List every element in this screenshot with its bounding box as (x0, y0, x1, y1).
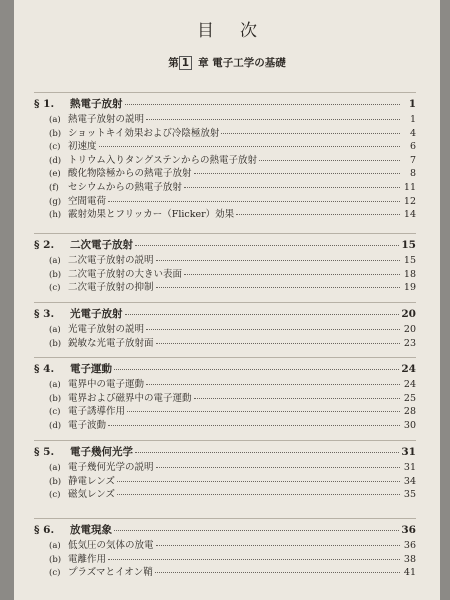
dot-leader (156, 260, 400, 261)
table-of-contents (14, 0, 440, 600)
item-title: 霰射効果とフリッカー（Flicker）効果 (68, 209, 235, 221)
item-mark: (b) (49, 476, 62, 487)
toc-item-row (49, 111, 416, 125)
toc-item-row (49, 266, 416, 280)
item-mark: (g) (49, 196, 62, 207)
item-title: 静電レンズ (68, 475, 115, 487)
item-title: 電離作用 (68, 553, 107, 565)
item-page-number: 1 (409, 114, 416, 125)
item-page-number: 15 (403, 255, 416, 266)
item-page-number: 25 (403, 392, 416, 404)
item-page-number: 7 (409, 154, 416, 166)
toc-item-row (49, 193, 416, 207)
section-mark: § 4. (34, 363, 55, 375)
dot-leader (108, 201, 400, 202)
item-title: 空間電荷 (68, 195, 107, 207)
dot-leader (156, 287, 400, 288)
dot-leader (146, 384, 400, 385)
item-page-number: 4 (409, 127, 416, 139)
section-mark: § 3. (34, 308, 55, 320)
toc-item-row (49, 125, 416, 139)
item-page-number: 20 (403, 324, 416, 335)
section-page-number: 31 (401, 446, 416, 458)
item-mark: (d) (49, 155, 62, 166)
section-title: 電子運動 (70, 363, 112, 375)
toc-item-row (49, 279, 416, 293)
section-mark: § 5. (34, 446, 55, 458)
item-mark: (b) (49, 128, 62, 139)
section-divider (34, 302, 416, 303)
section-title: 放電現象 (70, 524, 112, 536)
toc-item-row (49, 390, 416, 404)
item-mark: (d) (49, 420, 62, 431)
dot-leader (117, 494, 400, 495)
item-mark: (c) (49, 283, 61, 294)
item-title: 磁気レンズ (68, 489, 115, 501)
dot-leader (135, 452, 399, 453)
item-page-number: 11 (403, 182, 416, 193)
chapter-title: 電子工学の基礎 (212, 57, 286, 69)
item-title: 二次電子放射の説明 (68, 255, 154, 266)
item-page-number: 31 (403, 462, 416, 473)
dot-leader (156, 545, 400, 546)
item-mark: (a) (49, 325, 61, 335)
item-mark: (c) (49, 568, 61, 579)
item-title: 電子波動 (68, 419, 107, 431)
toc-item-row (49, 321, 416, 335)
section-divider (34, 233, 416, 234)
toc-section-row (34, 444, 416, 459)
item-title: 二次電子放射の大きい表面 (68, 268, 183, 280)
dot-leader (117, 481, 400, 482)
toc-item-row (49, 473, 416, 487)
toc-item-row (49, 152, 416, 166)
section-page-number: 1 (408, 98, 416, 110)
dot-leader (99, 146, 400, 147)
item-title: 電界および磁界中の電子運動 (68, 392, 192, 404)
item-page-number: 23 (403, 337, 416, 349)
item-mark: (b) (49, 393, 62, 404)
item-page-number: 34 (403, 475, 416, 487)
item-title: セシウムからの熱電子放射 (68, 182, 182, 193)
item-title: 初速度 (68, 141, 97, 153)
dot-leader (184, 187, 400, 188)
dot-leader (114, 369, 399, 370)
item-mark: (c) (49, 407, 61, 418)
item-page-number: 35 (403, 489, 416, 501)
dot-leader (146, 329, 400, 330)
section-page-number: 24 (401, 363, 416, 375)
dot-leader (125, 104, 401, 105)
dot-leader (146, 119, 400, 120)
item-page-number: 28 (403, 406, 416, 418)
dot-leader (114, 530, 399, 531)
chapter-number: 1 (179, 56, 192, 70)
item-page-number: 41 (403, 567, 416, 579)
item-title: 酸化物陰極からの熱電子放射 (68, 168, 192, 180)
toc-section-row (34, 361, 416, 376)
item-title: 電子幾何光学の説明 (68, 462, 154, 473)
item-mark: (h) (49, 210, 62, 221)
item-page-number: 18 (403, 268, 416, 280)
toc-item-row (49, 179, 416, 193)
dot-leader (156, 467, 400, 468)
item-mark: (a) (49, 380, 61, 390)
toc-item-row (49, 537, 416, 551)
book-page (14, 0, 440, 600)
item-page-number: 30 (403, 419, 416, 431)
dot-leader (156, 343, 400, 344)
toc-item-row (49, 551, 416, 565)
item-mark: (b) (49, 554, 62, 565)
toc-item-row (49, 486, 416, 500)
item-mark: (a) (49, 463, 61, 473)
item-title: トリウム入りタングステンからの熱電子放射 (68, 154, 257, 166)
item-title: 熱電子放射の説明 (68, 114, 145, 125)
dot-leader (125, 314, 400, 315)
toc-section-row (34, 306, 416, 321)
toc-item-row (49, 206, 416, 220)
section-title: 光電子放射 (70, 308, 123, 320)
toc-item-row (49, 459, 416, 473)
dot-leader (184, 274, 400, 275)
section-page-number: 20 (401, 308, 416, 320)
dot-leader (194, 398, 400, 399)
section-divider (34, 518, 416, 519)
item-title: 低気圧の気体の放電 (68, 540, 154, 551)
toc-section-row (34, 96, 416, 111)
section-title: 二次電子放射 (70, 239, 133, 251)
item-title: 電子誘導作用 (68, 406, 126, 418)
section-page-number: 36 (401, 524, 416, 536)
section-page-number: 15 (401, 239, 416, 251)
chapter-prefix: 第 (168, 57, 179, 69)
dot-leader (221, 133, 400, 134)
toc-item-row (49, 417, 416, 431)
item-page-number: 36 (403, 540, 416, 551)
item-page-number: 38 (403, 553, 416, 565)
item-title: 電界中の電子運動 (68, 379, 145, 390)
toc-item-row (49, 376, 416, 390)
item-mark: (a) (49, 541, 61, 551)
section-title: 電子幾何光学 (70, 446, 133, 458)
dot-leader (194, 173, 400, 174)
item-mark: (e) (49, 169, 61, 180)
item-title: 二次電子放射の抑制 (68, 282, 154, 294)
toc-section-row (34, 522, 416, 537)
item-title: 光電子放射の説明 (68, 324, 145, 335)
section-mark: § 6. (34, 524, 55, 536)
dot-leader (259, 160, 400, 161)
item-mark: (f) (49, 183, 59, 193)
toc-item-row (49, 564, 416, 578)
dot-leader (236, 214, 400, 215)
toc-item-row (49, 138, 416, 152)
item-mark: (c) (49, 142, 61, 153)
dot-leader (108, 425, 400, 426)
item-page-number: 6 (409, 141, 416, 153)
chapter-suffix: 章 (198, 57, 209, 69)
dot-leader (127, 411, 400, 412)
toc-item-row (49, 335, 416, 349)
section-divider (34, 440, 416, 441)
section-divider (34, 357, 416, 358)
section-mark: § 1. (34, 98, 55, 110)
item-title: ショットキイ効果および冷陰極放射 (68, 127, 220, 139)
item-title: 鋭敏な光電子放射面 (68, 337, 154, 349)
toc-item-row (49, 403, 416, 417)
section-mark: § 2. (34, 239, 55, 251)
toc-item-row (49, 165, 416, 179)
section-divider (34, 92, 416, 93)
item-mark: (c) (49, 490, 61, 501)
item-title: プラズマとイオン鞘 (68, 567, 153, 579)
dot-leader (108, 559, 400, 560)
item-page-number: 12 (403, 195, 416, 207)
dot-leader (155, 572, 400, 573)
dot-leader (135, 245, 399, 246)
item-mark: (b) (49, 338, 62, 349)
section-title: 熱電子放射 (70, 98, 123, 110)
item-mark: (a) (49, 256, 61, 266)
item-page-number: 19 (403, 282, 416, 294)
item-page-number: 14 (403, 209, 416, 221)
page-title: 目次 (197, 21, 283, 41)
item-page-number: 24 (403, 379, 416, 390)
item-page-number: 8 (409, 168, 416, 180)
toc-item-row (49, 252, 416, 266)
item-mark: (b) (49, 269, 62, 280)
item-mark: (a) (49, 115, 61, 125)
toc-section-row (34, 237, 416, 252)
